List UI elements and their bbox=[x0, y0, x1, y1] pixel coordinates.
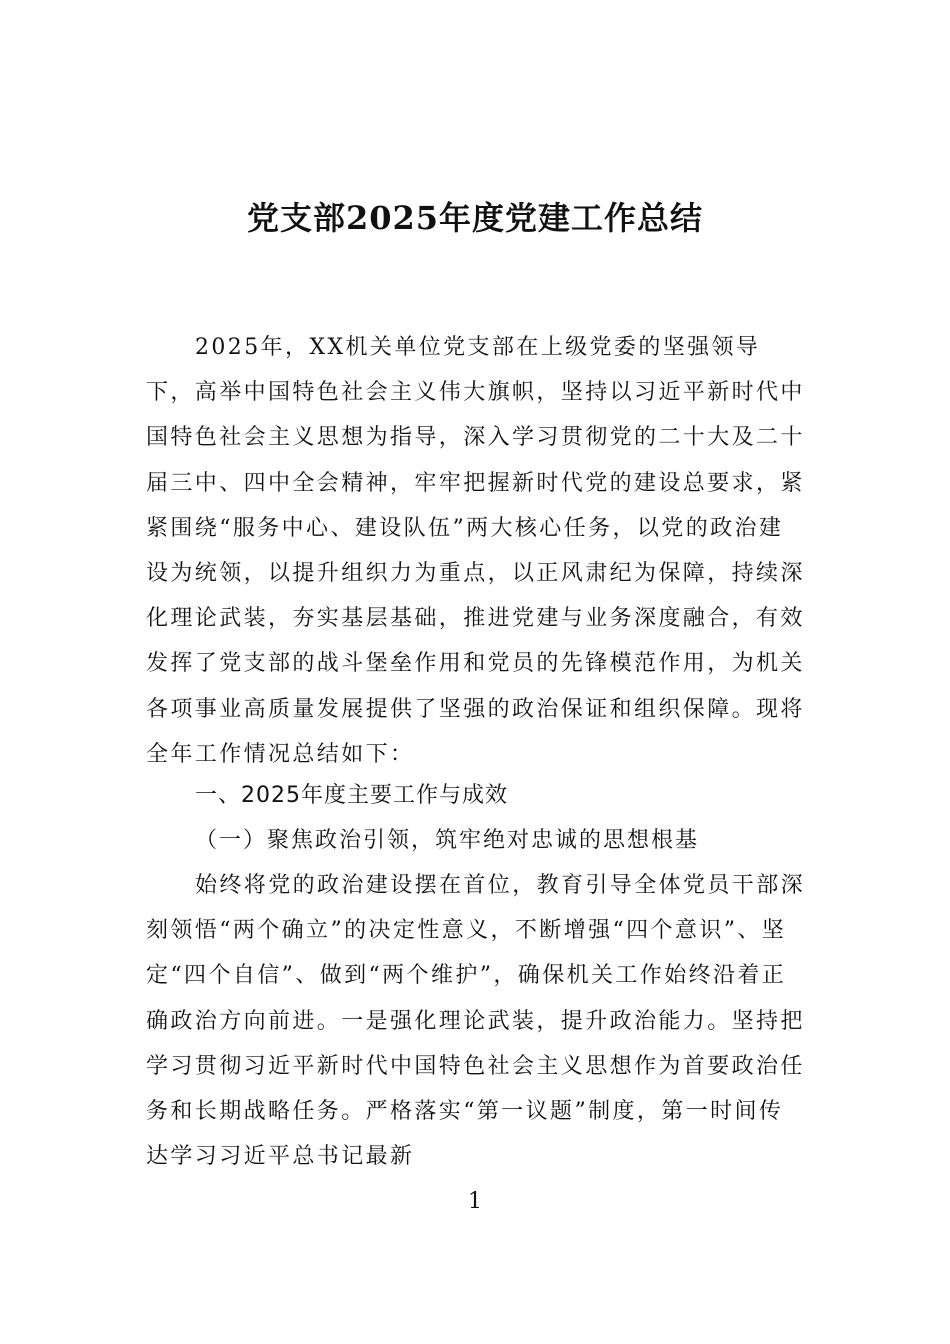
section-heading: 一、2025年度主要工作与成效 bbox=[195, 783, 508, 808]
subsection-heading: （一）聚焦政治引领，筑牢绝对忠诚的思想根基 bbox=[195, 828, 700, 853]
page-number: 1 bbox=[468, 1189, 482, 1214]
politics-paragraph: 始终将党的政治建设摆在首位，教育引导全体党员干部深刻领悟“两个确立”的决定性意义，不断增强“四个意识”、坚定“四个自信”、做到“两个维护”，确保机关工作始终沿着正确政治方向前进。一是强化理论武装，提升政治能力。坚持把学习贯彻习近平新时代中国特色社会主义思想作为首要政治任务和长期战略任务。严格落实“第一议题”制度，第一时间传达学习习近平总书记最新 bbox=[146, 873, 806, 1170]
document-title: 党支部2025年度党建工作总结 bbox=[246, 199, 704, 237]
intro-paragraph: 2025年，XX机关单位党支部在上级党委的坚强领导下，高举中国特色社会主义伟大旗帜，坚持以习近平新时代中国特色社会主义思想为指导，深入学习贯彻党的二十大及二十届三中、四中全会精神，牢牢把握新时代党的建设总要求，紧紧围绕“服务中心、建设队伍”两大核心任务，以党的政治建设为统领，以提升组织力为重点，以正风肃纪为保障，持续深化理论武装，夯实基层基础，推进党建与业务深度融合，有效发挥了党支部的战斗堡垒作用和党员的先锋模范作用，为机关各项事业高质量发展提供了坚强的政治保证和组织保障。现将全年工作情况总结如下： bbox=[146, 335, 805, 767]
